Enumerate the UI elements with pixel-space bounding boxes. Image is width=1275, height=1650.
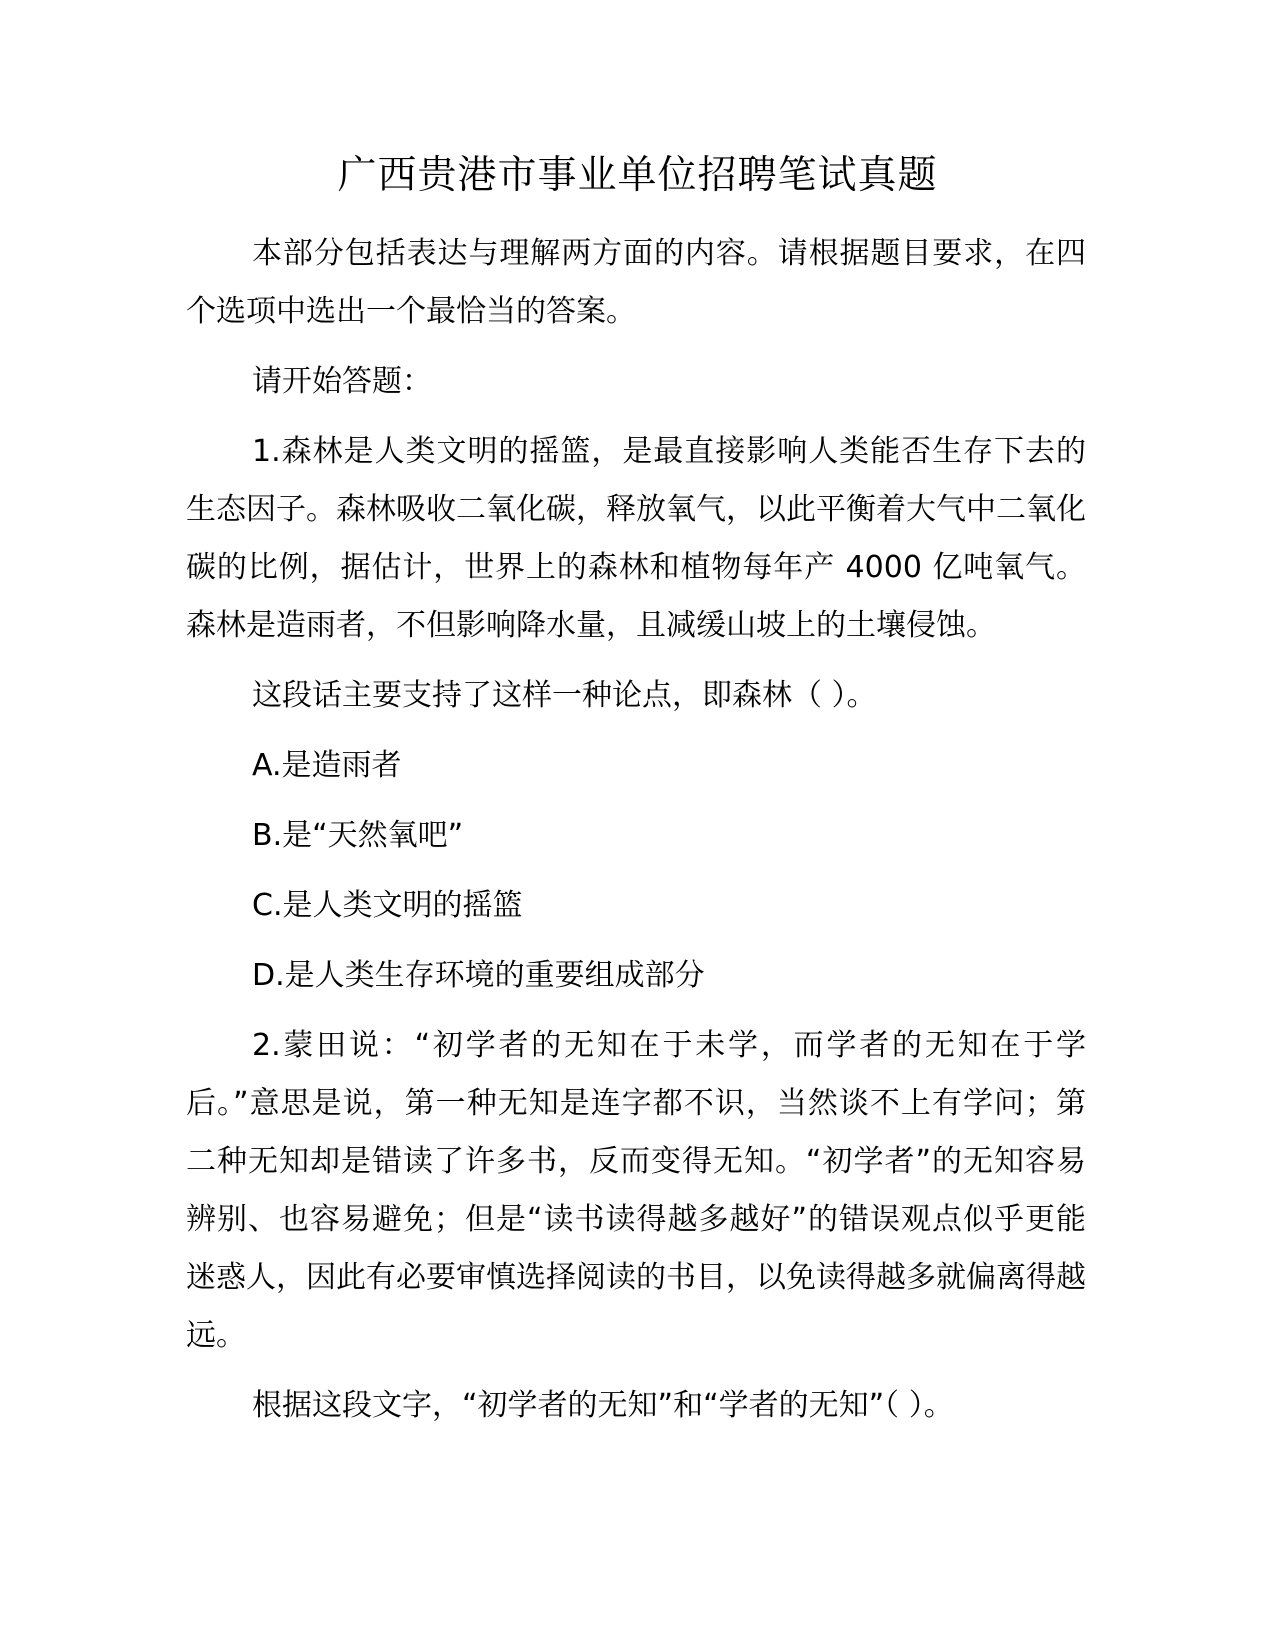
start-instruction: 请开始答题： <box>252 364 432 399</box>
question-1-option-c: C.是人类文明的摇篮 <box>252 888 523 923</box>
page-title: 广西贵港市事业单位招聘笔试真题 <box>337 153 938 198</box>
question-1-option-a: A.是造雨者 <box>252 748 402 783</box>
question-2-passage: 2.蒙田说：“初学者的无知在于未学，而学者的无知在于学后。”意思是说，第一种无知是连字都不识，当然谈不上有学问；第二种无知却是错读了许多书，反而变得无知。“初学者”的无知容易辨别、也容易避免；但是“读书读得越多越好”的错误观点似乎更能迷惑人，因此有必要审慎选择阅读的书目，以免读得越多就偏离得越远。 <box>186 1028 1086 1353</box>
document-body <box>186 225 1086 1447</box>
question-1-option-d: D.是人类生存环境的重要组成部分 <box>252 958 705 993</box>
intro-paragraph: 本部分包括表达与理解两方面的内容。请根据题目要求，在四个选项中选出一个最恰当的答案。 <box>186 236 1086 329</box>
question-1-option-b: B.是“天然氧吧” <box>252 818 464 853</box>
question-2-prompt: 根据这段文字，“初学者的无知”和“学者的无知”（ ）。 <box>252 1388 954 1423</box>
question-1-prompt: 这段话主要支持了这样一种论点，即森林（ ）。 <box>252 678 877 713</box>
question-1-passage: 1.森林是人类文明的摇篮，是最直接影响人类能否生存下去的生态因子。森林吸收二氧化碳，释放氧气，以此平衡着大气中二氧化碳的比例，据估计，世界上的森林和植物每年产 4000 亿吨氧气。森林是造雨者，不但影响降水量，且减缓山坡上的土壤侵蚀。 <box>186 434 1086 643</box>
